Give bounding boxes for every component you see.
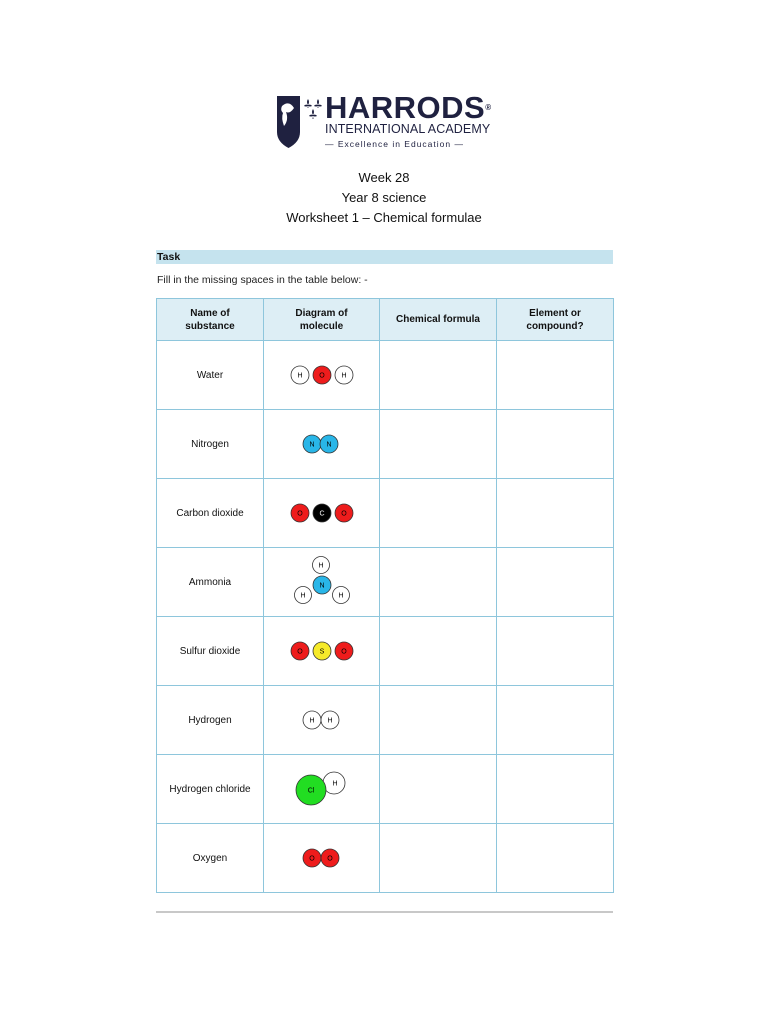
atom-label: C <box>318 510 325 518</box>
substance-name: Carbon dioxide <box>157 479 264 548</box>
formula-cell[interactable] <box>380 479 497 548</box>
formula-cell[interactable] <box>380 341 497 410</box>
header-type: Element or compound? <box>497 299 614 341</box>
molecule-diagram <box>264 341 380 410</box>
table-row <box>157 479 614 548</box>
table-row <box>157 824 614 893</box>
type-cell[interactable] <box>497 686 614 755</box>
task-instruction: Fill in the missing spaces in the table below: - <box>157 274 368 286</box>
task-heading: Task <box>156 250 613 264</box>
formula-cell[interactable] <box>380 755 497 824</box>
atom-label: H <box>299 592 306 600</box>
type-cell[interactable] <box>497 479 614 548</box>
logo-subtitle: INTERNATIONAL ACADEMY <box>325 122 491 136</box>
atom-label: H <box>317 562 324 570</box>
table-row <box>157 755 614 824</box>
atom-label: H <box>326 717 333 725</box>
logo-motto: — Excellence in Education — <box>325 139 464 149</box>
molecule-diagram <box>264 755 380 824</box>
carbon-dioxide-molecule-icon <box>286 500 358 526</box>
molecule-diagram <box>264 479 380 548</box>
worksheet-titles <box>0 168 768 228</box>
formula-cell[interactable] <box>380 824 497 893</box>
table-row <box>157 410 614 479</box>
nitrogen-molecule-icon <box>297 431 347 457</box>
atom-label: H <box>308 717 315 725</box>
formula-cell[interactable] <box>380 548 497 617</box>
atom-label: O <box>340 510 347 518</box>
crest-icon <box>277 96 300 148</box>
atom-label: N <box>318 582 325 590</box>
logo-wordmark: HARRODS® <box>325 90 492 125</box>
week-title: Week 28 <box>358 170 410 185</box>
type-cell[interactable] <box>497 824 614 893</box>
atom-label: O <box>318 372 325 380</box>
atom-label: O <box>326 855 333 863</box>
fleur-de-lis-icon <box>303 98 323 120</box>
molecule-diagram <box>264 617 380 686</box>
ammonia-molecule-icon <box>290 554 354 610</box>
hydrogen-molecule-icon <box>297 707 347 733</box>
substance-name: Sulfur dioxide <box>157 617 264 686</box>
atom-label: O <box>308 855 315 863</box>
atom-label: H <box>331 780 338 788</box>
substance-name: Oxygen <box>157 824 264 893</box>
sulfur-dioxide-molecule-icon <box>286 638 358 664</box>
table-row <box>157 686 614 755</box>
atom-label: O <box>296 648 303 656</box>
type-cell[interactable] <box>497 548 614 617</box>
substance-name: Hydrogen chloride <box>157 755 264 824</box>
type-cell[interactable] <box>497 755 614 824</box>
molecule-diagram <box>264 410 380 479</box>
header-name: Name of substance <box>157 299 264 341</box>
table-row <box>157 548 614 617</box>
substance-name: Ammonia <box>157 548 264 617</box>
atom-label: H <box>296 372 303 380</box>
table-row <box>157 617 614 686</box>
bottom-divider <box>156 911 613 913</box>
hydrogen-chloride-molecule-icon <box>292 770 352 808</box>
year-title: Year 8 science <box>341 190 427 205</box>
formula-cell[interactable] <box>380 617 497 686</box>
atom-label: N <box>308 441 315 449</box>
table-row <box>157 341 614 410</box>
school-logo <box>277 90 492 152</box>
header-diagram: Diagram of molecule <box>264 299 380 341</box>
atom-label: O <box>296 510 303 518</box>
molecule-diagram <box>264 686 380 755</box>
atom-label: H <box>337 592 344 600</box>
formula-cell[interactable] <box>380 410 497 479</box>
chemical-formula-table <box>156 298 614 893</box>
oxygen-molecule-icon <box>297 845 347 871</box>
type-cell[interactable] <box>497 341 614 410</box>
formula-cell[interactable] <box>380 686 497 755</box>
substance-name: Nitrogen <box>157 410 264 479</box>
atom-label: H <box>340 372 347 380</box>
substance-name: Hydrogen <box>157 686 264 755</box>
molecule-diagram <box>264 824 380 893</box>
worksheet-title: Worksheet 1 – Chemical formulae <box>286 210 482 225</box>
substance-name: Water <box>157 341 264 410</box>
atom-label: Cl <box>307 787 314 795</box>
header-formula: Chemical formula <box>380 299 497 341</box>
atom-label: N <box>325 441 332 449</box>
molecule-diagram <box>264 548 380 617</box>
type-cell[interactable] <box>497 617 614 686</box>
water-molecule-icon <box>286 362 358 388</box>
type-cell[interactable] <box>497 410 614 479</box>
table-header-row <box>157 299 614 341</box>
atom-label: O <box>340 648 347 656</box>
atom-label: S <box>319 648 324 656</box>
